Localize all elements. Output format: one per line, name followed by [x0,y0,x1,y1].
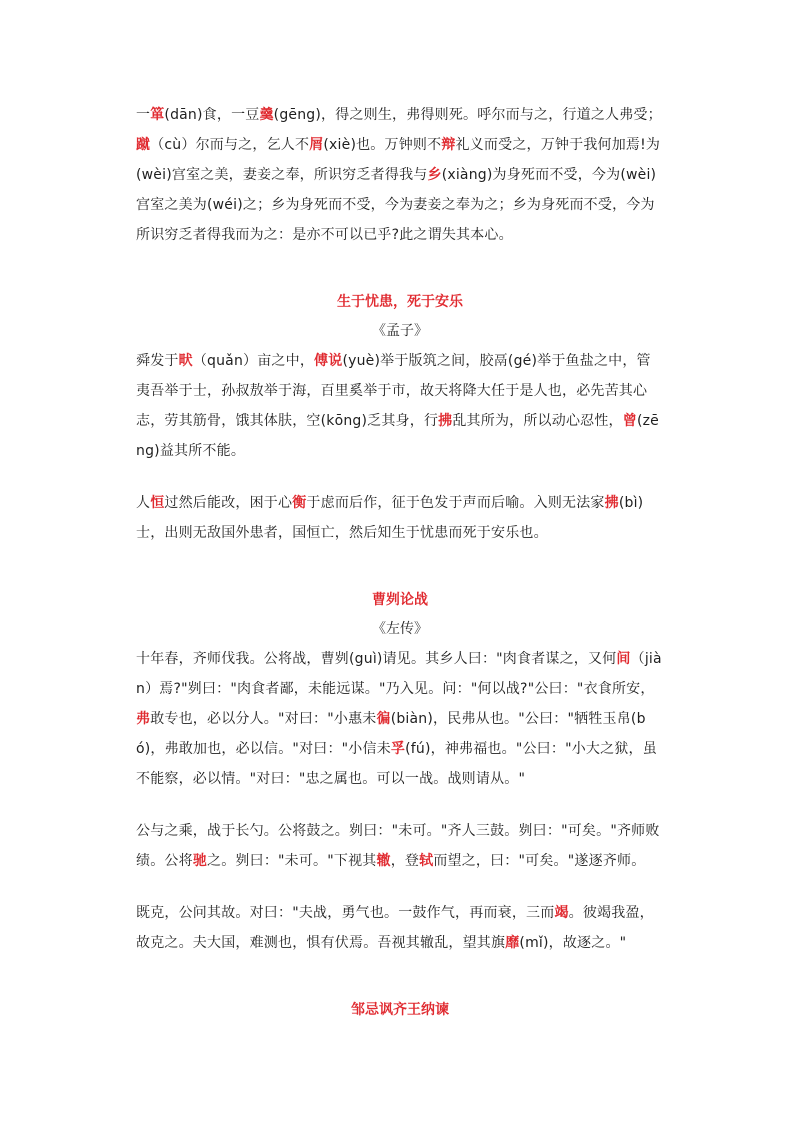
section-yuwoshuoyu [136,100,664,250]
section-title: 曹刿论战 [372,592,428,608]
text-run: (gēng)，得之则生，弗得则死。呼尔而与之，行道之人弗受； [273,107,662,123]
paragraph [136,346,664,466]
text-run: (mǐ)，故逐之。" [519,935,627,951]
highlighted-word: 羹 [259,107,274,123]
highlighted-word: 畎 [178,353,193,369]
highlighted-word: 傅说 [314,353,343,369]
highlighted-word: 拂 [604,495,619,511]
text-run: 舜发于 [136,353,179,369]
highlighted-word: 蹴 [136,137,151,153]
highlighted-word: 弗 [136,711,151,727]
highlighted-word: 驰 [192,853,208,869]
text-run: 之。刿曰："未可。"下视其 [207,853,377,869]
highlighted-word: 靡 [505,935,520,951]
section-source: 《孟子》 [372,323,428,339]
highlighted-word: 辩 [441,137,456,153]
highlighted-word: 乡 [427,167,442,183]
paragraph [136,816,664,876]
text-run: （jiàn）焉?"刿曰："肉食者鄙，未能远谋。"乃入见。问："何以战?"公曰："衣食所安， [136,651,662,697]
section-shengyuyouhuan [136,288,664,548]
section-caoguilunzhan [136,586,664,958]
highlighted-word: 轼 [419,853,434,869]
highlighted-word: 拂 [438,413,453,429]
text-run: 过然后能改，困于心 [164,495,293,511]
paragraph [136,100,664,250]
text-run: (fú)，神弗福也。"公曰："小大之狱，虽不能察，必以情。"对曰："忠之属也。可以一战。战则请从。" [136,741,657,787]
text-run: 既克，公问其故。对曰："夫战，勇气也。一鼓作气，再而衰，三而 [136,905,555,921]
document-page [136,100,664,1024]
text-run: ，登 [390,853,420,869]
section-zoujifengjian [136,996,664,1024]
section-title: 邹忌讽齐王纳谏 [351,1002,449,1018]
highlighted-word: 箪 [150,107,165,123]
text-run: (xiè)也。万钟则不 [323,137,442,153]
highlighted-word: 屑 [309,137,324,153]
paragraph [136,644,664,794]
highlighted-word: 徧 [376,711,391,727]
text-run: (dān)食，一豆 [164,107,260,123]
text-run: (xiàng)为身死而不受，今为(wèi)宫室之美为(wéi)之；乡为身死而不受，今为妻妾之奉为之；乡为身死而不受，今为所识穷乏者得我而为之：是亦不可以已乎?此之谓失其本心。 [136,167,657,243]
text-run: (biàn)，民弗从也。"公曰："牺牲玉帛(bó)，弗敢加也，必以信。"对曰："小信未 [136,711,646,757]
text-run: （quǎn）亩之中， [192,353,315,369]
section-title: 生于忧患，死于安乐 [337,294,463,310]
text-run: (zēng)益其所不能。 [136,413,659,459]
text-run: 而望之，曰："可矣。"遂逐齐师。 [433,853,646,869]
highlighted-word: 竭 [554,905,569,921]
highlighted-word: 间 [616,651,631,667]
highlighted-word: 曾 [622,413,637,429]
text-run: 一 [136,107,151,123]
highlighted-word: 辙 [376,853,391,869]
text-run: (yuè)举于版筑之间，胶鬲(gé)举于鱼盐之中，管夷吾举于士，孙叔敖举于海，百里奚举于市，故天将降大任于是人也，必先苦其心志，劳其筋骨，饿其体肤，空(kōng)乏其身，行 [136,353,651,429]
text-run: 。彼竭我盈，故克之。夫大国，难测也，惧有伏焉。吾视其辙乱，望其旗 [136,905,654,951]
highlighted-word: 孚 [390,741,406,757]
highlighted-word: 衡 [292,495,307,511]
highlighted-word: 恒 [150,495,165,511]
text-run: （cù）尔而与之，乞人不 [150,137,310,153]
text-run: 十年春，齐师伐我。公将战，曹刿(guì)请见。其乡人曰："肉食者谋之，又何 [136,651,617,667]
text-run: 于虑而后作，征于色发于声而后喻。入则无法家 [306,495,605,511]
text-run: 礼义而受之，万钟于我何加焉!为(wèi)宫室之美，妻妾之奉，所识穷乏者得我与 [136,137,661,183]
text-run: 公与之乘，战于长勺。公将鼓之。刿曰："未可。"齐人三鼓。刿曰："可矣。"齐师败绩。公将 [136,823,660,869]
paragraph [136,898,664,958]
text-run: 人 [136,495,151,511]
paragraph [136,488,664,548]
section-source: 《左传》 [372,621,428,637]
text-run: 敢专也，必以分人。"对曰："小惠未 [150,711,377,727]
text-run: 乱其所为，所以动心忍性， [452,413,623,429]
text-run: (bì)士，出则无敌国外患者，国恒亡，然后知生于忧患而死于安乐也。 [136,495,644,541]
